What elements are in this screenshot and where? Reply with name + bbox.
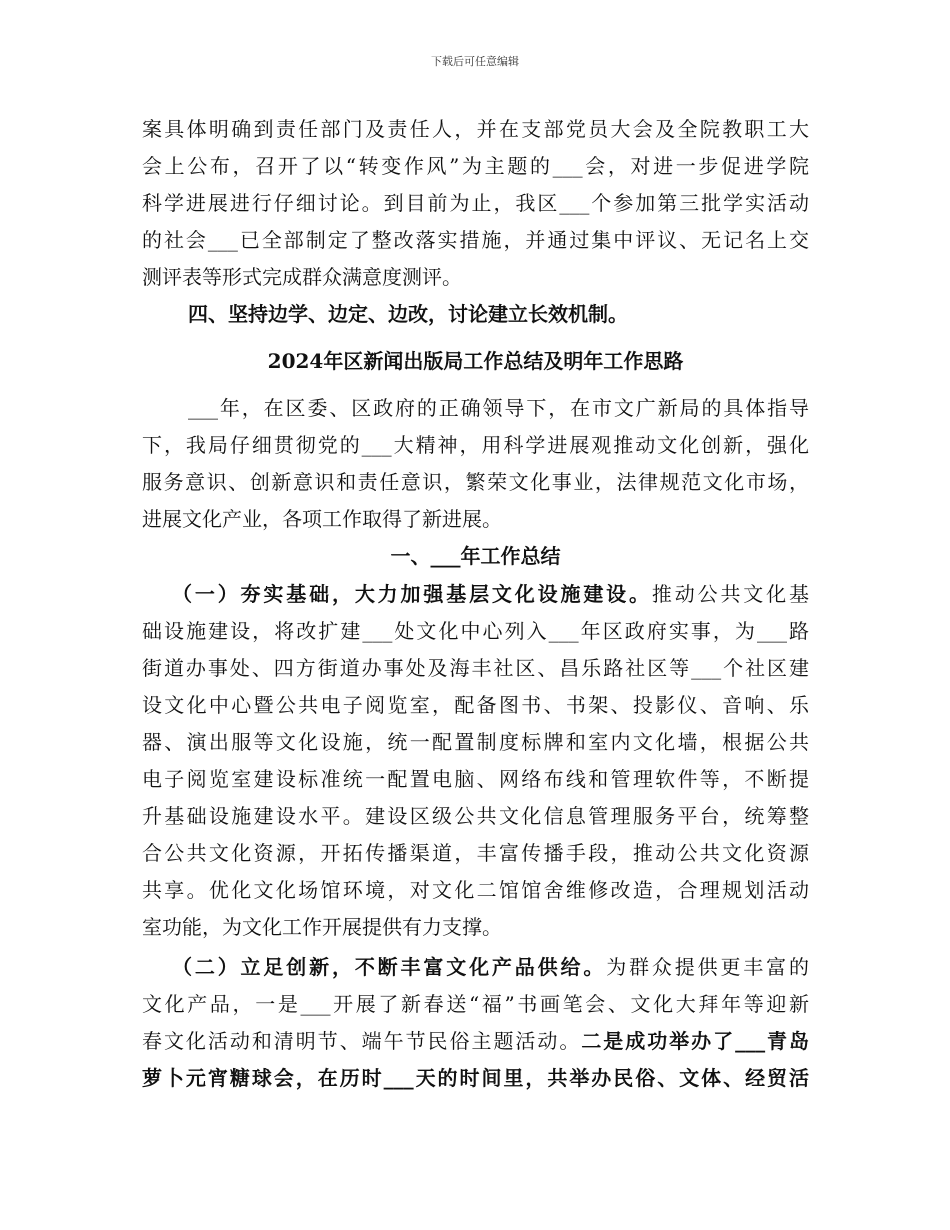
section-heading: 四、坚持边学、边定、边改，讨论建立长效机制。 (188, 302, 628, 326)
text-line: 萝卜元宵糖球会，在历时___天的时间里，共举办民俗、文体、经贸活 (142, 1066, 809, 1090)
text-line: 设文化中心暨公共电子阅览室，配备图书、书架、投影仪、音响、乐 (142, 693, 809, 717)
text-line: 共享。优化文化场馆环境，对文化二馆馆舍维修改造，合理规划活动 (142, 878, 809, 902)
text-line: 升基础设施建设水平。建设区级公共文化信息管理服务平台，统筹整 (142, 804, 809, 828)
text-line: 器、演出服等文化设施，统一配置制度标牌和室内文化墙，根据公共 (142, 730, 809, 754)
text-line: 科学进展进行仔细讨论。到目前为止，我区___个参加第三批学实活动 (142, 191, 809, 215)
text-line: 下，我局仔细贯彻党的___大精神，用科学进展观推动文化创新，强化 (142, 433, 809, 457)
text-line: 服务意识、创新意识和责任意识，繁荣文化事业，法律规范文化市场， (142, 470, 809, 494)
text-line: 的社会___已全部制定了整改落实措施，并通过集中评议、无记名上交 (142, 228, 809, 252)
text-line: 进展文化产业，各项工作取得了新进展。 (142, 507, 502, 531)
text-span: 春文化活动和清明节、端午节民俗主题活动。 (142, 1029, 582, 1053)
text-line: 电子阅览室建设标准统一配置电脑、网络布线和管理软件等，不断提 (142, 767, 809, 791)
text-line: 街道办事处、四方街道办事处及海丰社区、昌乐路社区等___个社区建 (142, 656, 809, 680)
bold-text-span: 二是成功举办了___青岛 (581, 1029, 810, 1053)
subsection-heading: （二）立足创新，不断丰富文化产品供给。 (172, 955, 607, 979)
text-line: 会上公布，召开了以“转变作风”为主题的___会，对进一步促进学院 (142, 154, 809, 178)
text-line: 测评表等形式完成群众满意度测评。 (142, 265, 462, 289)
text-line: 文化产品，一是___开展了新春送“福”书画笔会、文化大拜年等迎新 (142, 992, 809, 1016)
text-line: 案具体明确到责任部门及责任人，并在支部党员大会及全院教职工大 (142, 117, 809, 141)
section-heading: 一、___年工作总结 (390, 544, 561, 568)
text-line: ___年，在区委、区政府的正确领导下，在市文广新局的具体指导 (188, 396, 809, 420)
subsection-heading: （一）夯实基础，大力加强基层文化设施建设。 (172, 582, 652, 606)
subsection-line (142, 575, 809, 613)
subsection-line (142, 948, 809, 986)
text-line (142, 1022, 809, 1060)
text-span: 推动公共文化基 (651, 582, 810, 606)
document-title: 2024年区新闻出版局工作总结及明年工作思路 (267, 349, 684, 373)
text-line: 合公共文化资源，开拓传播渠道，丰富传播手段，推动公共文化资源 (142, 841, 809, 865)
text-line: 室功能，为文化工作开展提供有力支撑。 (142, 915, 502, 939)
text-line: 础设施建设，将改扩建___处文化中心列入___年区政府实事，为___路 (142, 619, 809, 643)
text-span: 为群众提供更丰富的 (606, 955, 810, 979)
header-note: 下载后可任意编辑 (431, 55, 519, 68)
